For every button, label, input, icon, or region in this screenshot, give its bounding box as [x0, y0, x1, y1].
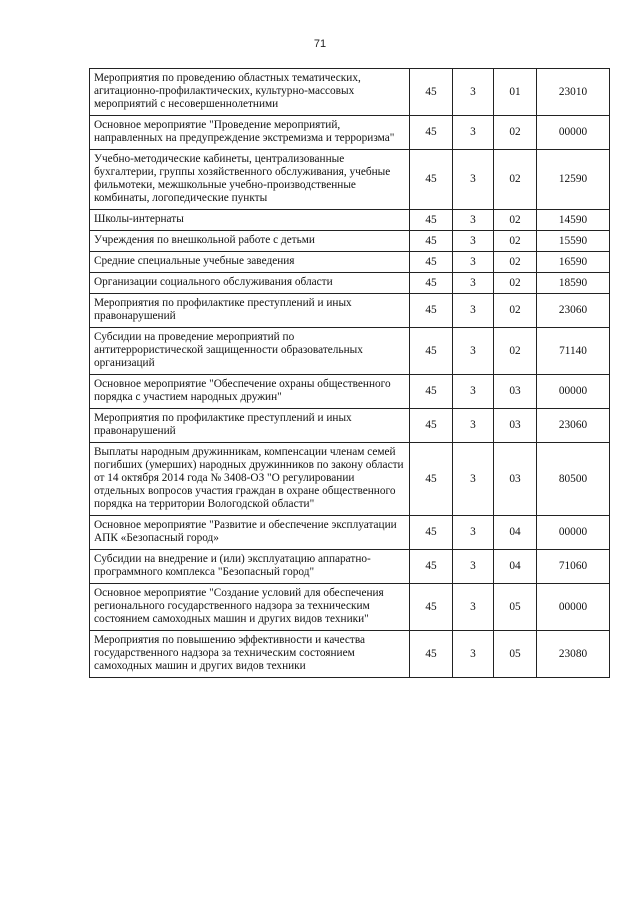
direction-code-cell: 00000: [537, 516, 610, 550]
subprogram-code-cell: 3: [453, 409, 494, 443]
table-row: [90, 631, 610, 678]
table-row: [90, 150, 610, 210]
subprogram-code-cell: 3: [453, 375, 494, 409]
row-name-cell: Мероприятия по профилактике преступлений и иных правонарушений: [90, 409, 410, 443]
row-name-cell: Школы-интернаты: [90, 210, 410, 231]
subprogram-code-cell: 3: [453, 273, 494, 294]
program-code-cell: 45: [410, 375, 453, 409]
direction-code-cell: 00000: [537, 584, 610, 631]
row-name-cell: Субсидии на проведение мероприятий по антитеррористической защищенности образовательных организаций: [90, 328, 410, 375]
event-code-cell: 03: [494, 375, 537, 409]
event-code-cell: 02: [494, 328, 537, 375]
row-name-cell: Субсидии на внедрение и (или) эксплуатацию аппаратно-программного комплекса "Безопасный город": [90, 550, 410, 584]
page-number: 71: [313, 38, 327, 50]
program-code-cell: 45: [410, 409, 453, 443]
subprogram-code-cell: 3: [453, 150, 494, 210]
table-row: [90, 409, 610, 443]
event-code-cell: 02: [494, 252, 537, 273]
program-code-cell: 45: [410, 210, 453, 231]
event-code-cell: 05: [494, 631, 537, 678]
table-row: [90, 584, 610, 631]
program-code-cell: 45: [410, 273, 453, 294]
table-row: [90, 294, 610, 328]
row-name-cell: Средние специальные учебные заведения: [90, 252, 410, 273]
event-code-cell: 02: [494, 294, 537, 328]
direction-code-cell: 23010: [537, 69, 610, 116]
row-name-cell: Организации социального обслуживания области: [90, 273, 410, 294]
row-name-cell: Мероприятия по проведению областных тематических, агитационно-профилактических, культурно-массовых мероприятий с несовершеннолетними: [90, 69, 410, 116]
program-code-cell: 45: [410, 150, 453, 210]
table-row: [90, 328, 610, 375]
direction-code-cell: 00000: [537, 375, 610, 409]
table-row: [90, 550, 610, 584]
program-code-cell: 45: [410, 584, 453, 631]
program-code-cell: 45: [410, 631, 453, 678]
event-code-cell: 05: [494, 584, 537, 631]
row-name-cell: Основное мероприятие "Развитие и обеспечение эксплуатации АПК «Безопасный город»: [90, 516, 410, 550]
program-code-cell: 45: [410, 550, 453, 584]
table-row: [90, 273, 610, 294]
direction-code-cell: 14590: [537, 210, 610, 231]
row-name-cell: Учреждения по внешкольной работе с детьми: [90, 231, 410, 252]
subprogram-code-cell: 3: [453, 231, 494, 252]
direction-code-cell: 18590: [537, 273, 610, 294]
event-code-cell: 03: [494, 409, 537, 443]
subprogram-code-cell: 3: [453, 584, 494, 631]
program-code-cell: 45: [410, 328, 453, 375]
subprogram-code-cell: 3: [453, 69, 494, 116]
subprogram-code-cell: 3: [453, 631, 494, 678]
row-name-cell: Мероприятия по профилактике преступлений и иных правонарушений: [90, 294, 410, 328]
table-row: [90, 231, 610, 252]
budget-classification-table: [89, 68, 610, 678]
event-code-cell: 04: [494, 516, 537, 550]
table-row: [90, 375, 610, 409]
direction-code-cell: 12590: [537, 150, 610, 210]
event-code-cell: 01: [494, 69, 537, 116]
subprogram-code-cell: 3: [453, 443, 494, 516]
table-row: [90, 116, 610, 150]
event-code-cell: 02: [494, 231, 537, 252]
table-row: [90, 69, 610, 116]
direction-code-cell: 71060: [537, 550, 610, 584]
row-name-cell: Основное мероприятие "Проведение мероприятий, направленных на предупреждение экстремизма и терроризма": [90, 116, 410, 150]
event-code-cell: 02: [494, 150, 537, 210]
table-row: [90, 210, 610, 231]
direction-code-cell: 71140: [537, 328, 610, 375]
row-name-cell: Выплаты народным дружинникам, компенсации членам семей погибших (умерших) народных дружинников по закону области от 14 октября 2014 года № 3408-ОЗ "О регулировании отдельных вопросов участия граждан в охране общественного порядка на территории Вологодской области": [90, 443, 410, 516]
direction-code-cell: 80500: [537, 443, 610, 516]
row-name-cell: Учебно-методические кабинеты, централизованные бухгалтерии, группы хозяйственного обслуживания, учебные фильмотеки, межшкольные учебно-производственные комбинаты, логопедические пункты: [90, 150, 410, 210]
row-name-cell: Мероприятия по повышению эффективности и качества государственного надзора за техническим состоянием самоходных машин и других видов техники: [90, 631, 410, 678]
event-code-cell: 02: [494, 273, 537, 294]
direction-code-cell: 23080: [537, 631, 610, 678]
direction-code-cell: 23060: [537, 409, 610, 443]
direction-code-cell: 00000: [537, 116, 610, 150]
event-code-cell: 04: [494, 550, 537, 584]
program-code-cell: 45: [410, 116, 453, 150]
table-row: [90, 443, 610, 516]
row-name-cell: Основное мероприятие "Создание условий для обеспечения регионального государственного надзора за техническим состоянием самоходных машин и других видов техники": [90, 584, 410, 631]
direction-code-cell: 23060: [537, 294, 610, 328]
direction-code-cell: 16590: [537, 252, 610, 273]
program-code-cell: 45: [410, 252, 453, 273]
subprogram-code-cell: 3: [453, 116, 494, 150]
event-code-cell: 03: [494, 443, 537, 516]
program-code-cell: 45: [410, 516, 453, 550]
subprogram-code-cell: 3: [453, 328, 494, 375]
table-row: [90, 252, 610, 273]
subprogram-code-cell: 3: [453, 210, 494, 231]
event-code-cell: 02: [494, 210, 537, 231]
direction-code-cell: 15590: [537, 231, 610, 252]
program-code-cell: 45: [410, 69, 453, 116]
event-code-cell: 02: [494, 116, 537, 150]
table-row: [90, 516, 610, 550]
program-code-cell: 45: [410, 443, 453, 516]
subprogram-code-cell: 3: [453, 294, 494, 328]
subprogram-code-cell: 3: [453, 252, 494, 273]
program-code-cell: 45: [410, 231, 453, 252]
table-body: [90, 69, 610, 678]
program-code-cell: 45: [410, 294, 453, 328]
subprogram-code-cell: 3: [453, 516, 494, 550]
row-name-cell: Основное мероприятие "Обеспечение охраны общественного порядка с участием народных дружин": [90, 375, 410, 409]
subprogram-code-cell: 3: [453, 550, 494, 584]
